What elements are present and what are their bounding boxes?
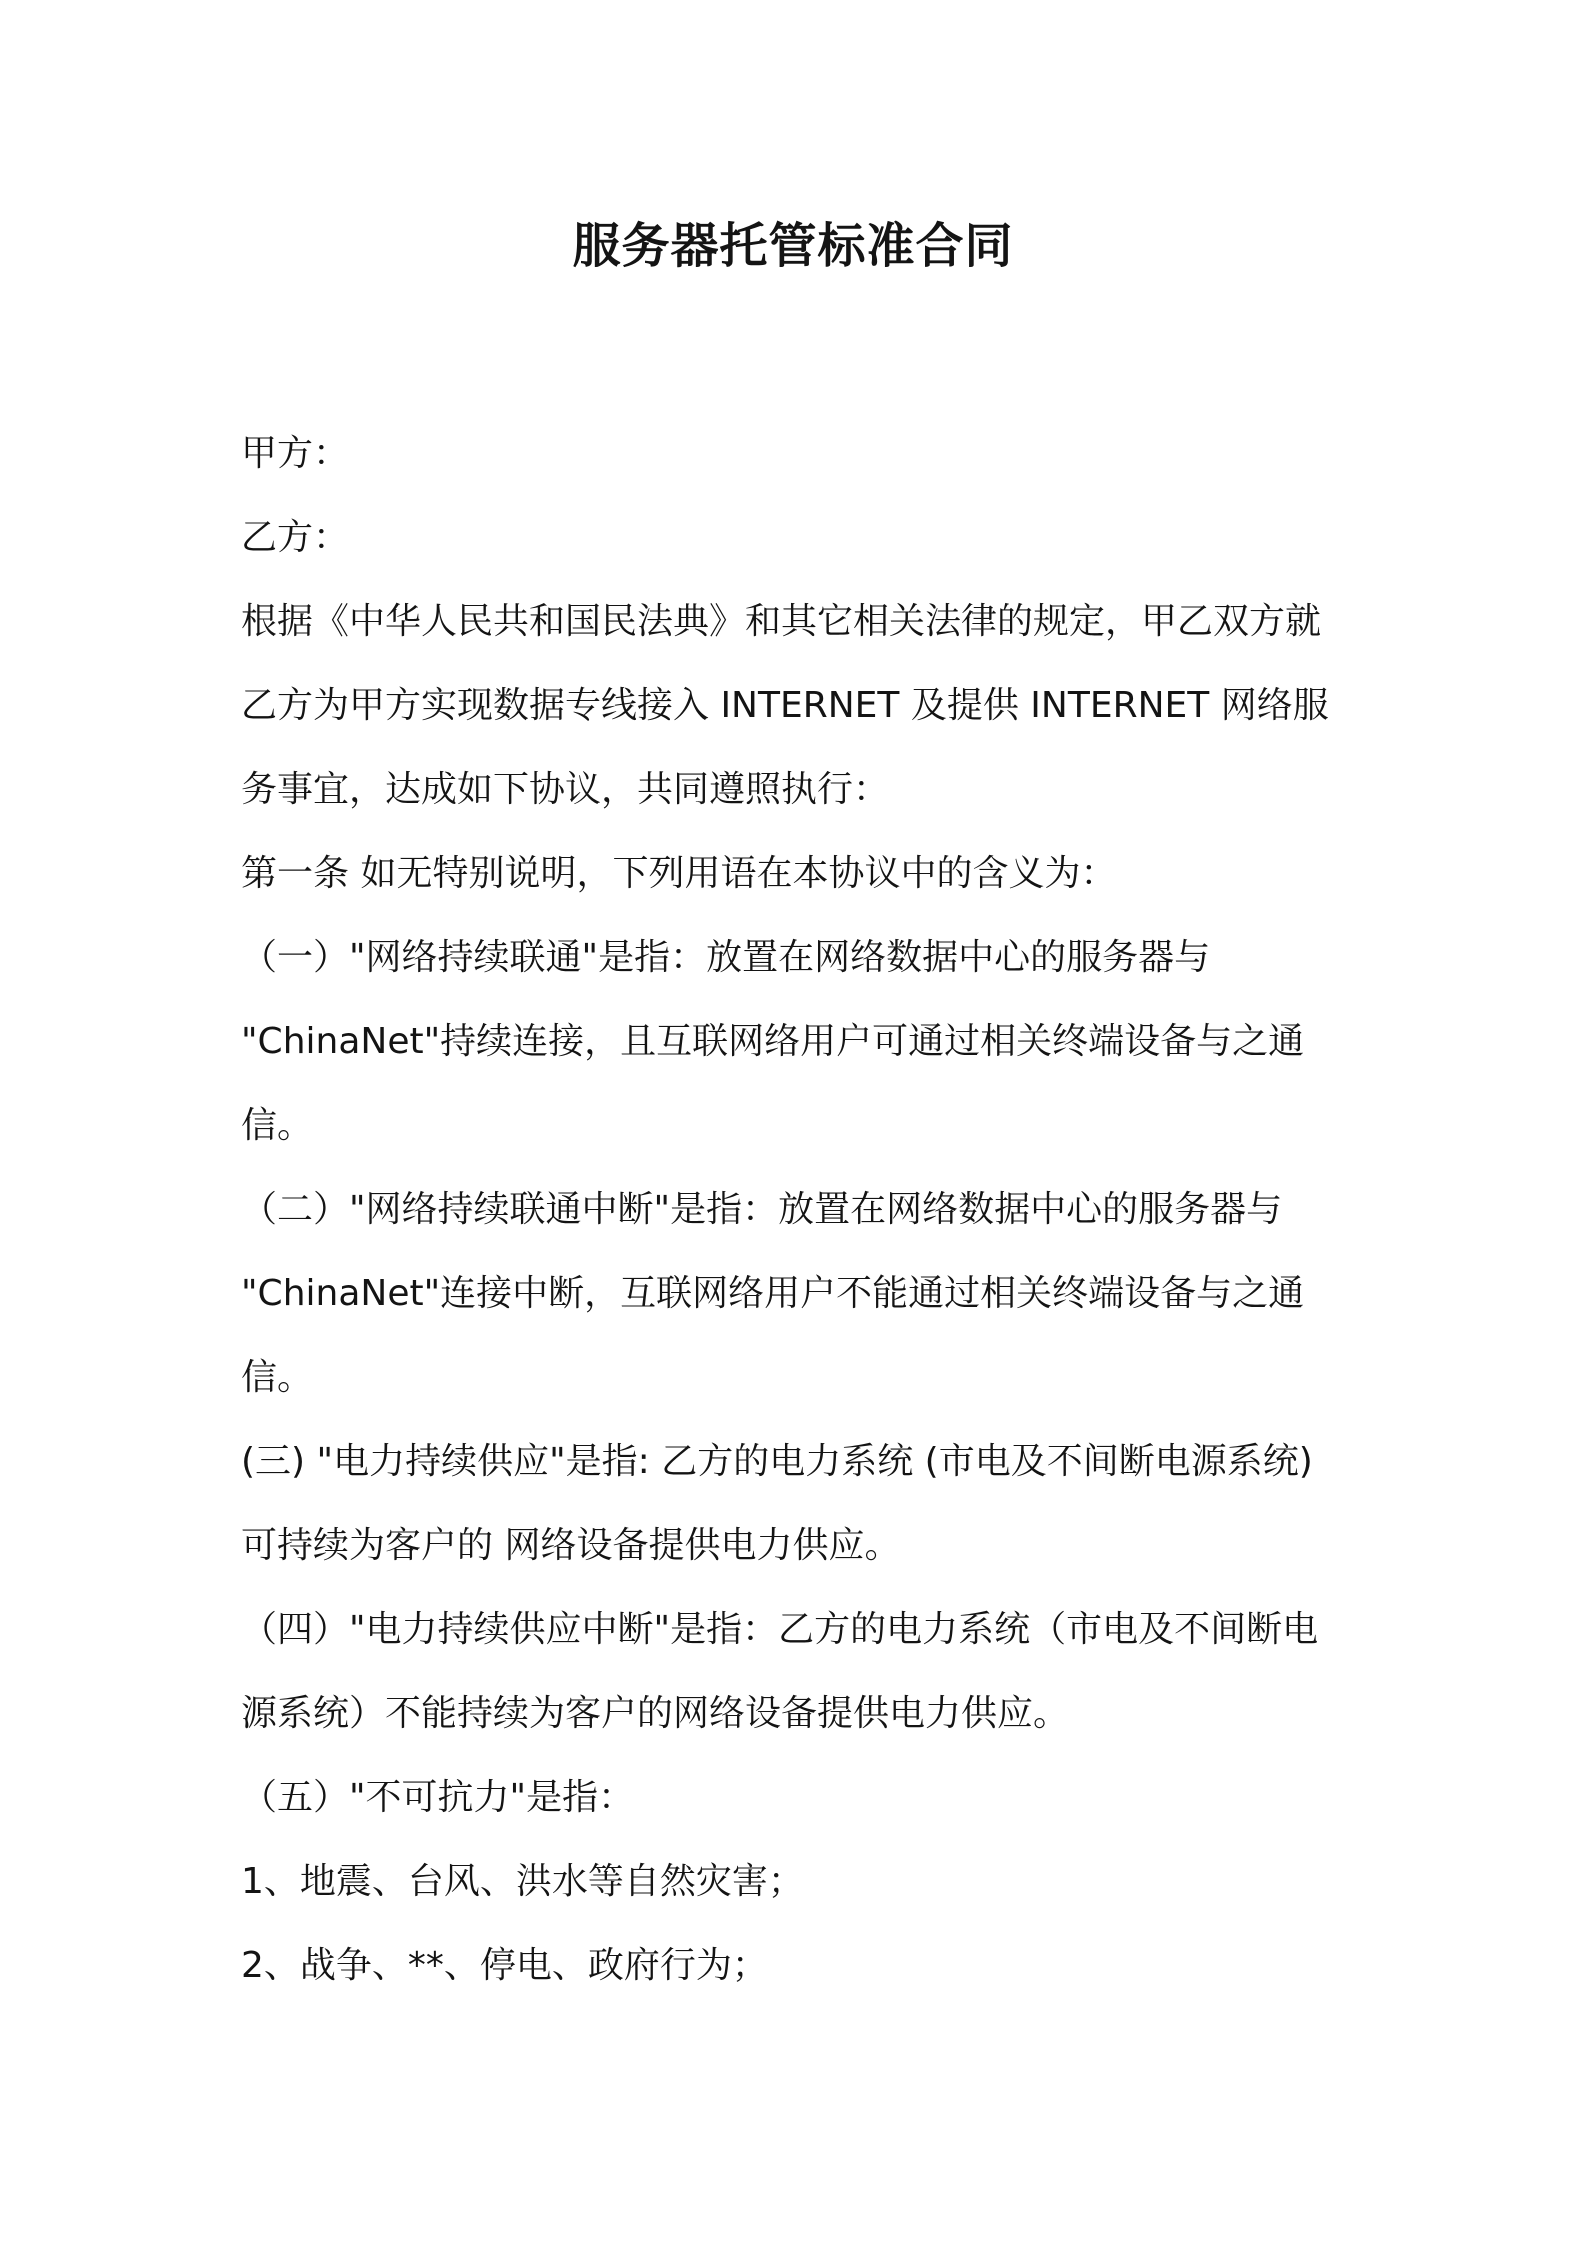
definition-3-line-2: 可持续为客户的 网络设备提供电力供应。: [241, 1525, 901, 1566]
preamble-line-1: 根据《中华人民共和国民法典》和其它相关法律的规定，甲乙双方就: [241, 601, 1322, 642]
document-title: 服务器托管标准合同: [572, 218, 1014, 274]
definition-1-line-2: "ChinaNet"持续连接，且互联网络用户可通过相关终端设备与之通: [241, 1021, 1305, 1062]
definition-5-heading: （五）"不可抗力"是指：: [241, 1777, 635, 1818]
party-a-line: 甲方：: [241, 433, 350, 474]
definition-2-line-2: "ChinaNet"连接中断，互联网络用户不能通过相关终端设备与之通: [241, 1273, 1305, 1314]
definition-1-line-1: （一）"网络持续联通"是指：放置在网络数据中心的服务器与: [241, 937, 1211, 978]
article-one-heading: 第一条 如无特别说明，下列用语在本协议中的含义为：: [241, 853, 1117, 894]
definition-1-line-3: 信。: [241, 1105, 314, 1146]
preamble-line-2: 乙方为甲方实现数据专线接入 INTERNET 及提供 INTERNET 网络服: [241, 685, 1329, 726]
party-b-line: 乙方：: [241, 517, 350, 558]
force-majeure-item-2: 2、战争、**、停电、政府行为；: [241, 1945, 768, 1986]
definition-4-line-1: （四）"电力持续供应中断"是指：乙方的电力系统（市电及不间断电: [241, 1609, 1319, 1650]
definition-2-line-3: 信。: [241, 1357, 314, 1398]
force-majeure-item-1: 1、地震、台风、洪水等自然灾害；: [241, 1861, 804, 1902]
definition-3-line-1: (三) "电力持续供应"是指: 乙方的电力系统 (市电及不间断电源系统): [241, 1441, 1313, 1482]
definition-2-line-1: （二）"网络持续联通中断"是指：放置在网络数据中心的服务器与: [241, 1189, 1283, 1230]
preamble-line-3: 务事宜，达成如下协议，共同遵照执行：: [241, 769, 890, 810]
document-body: [241, 412, 1356, 2008]
definition-4-line-2: 源系统）不能持续为客户的网络设备提供电力供应。: [241, 1693, 1070, 1734]
